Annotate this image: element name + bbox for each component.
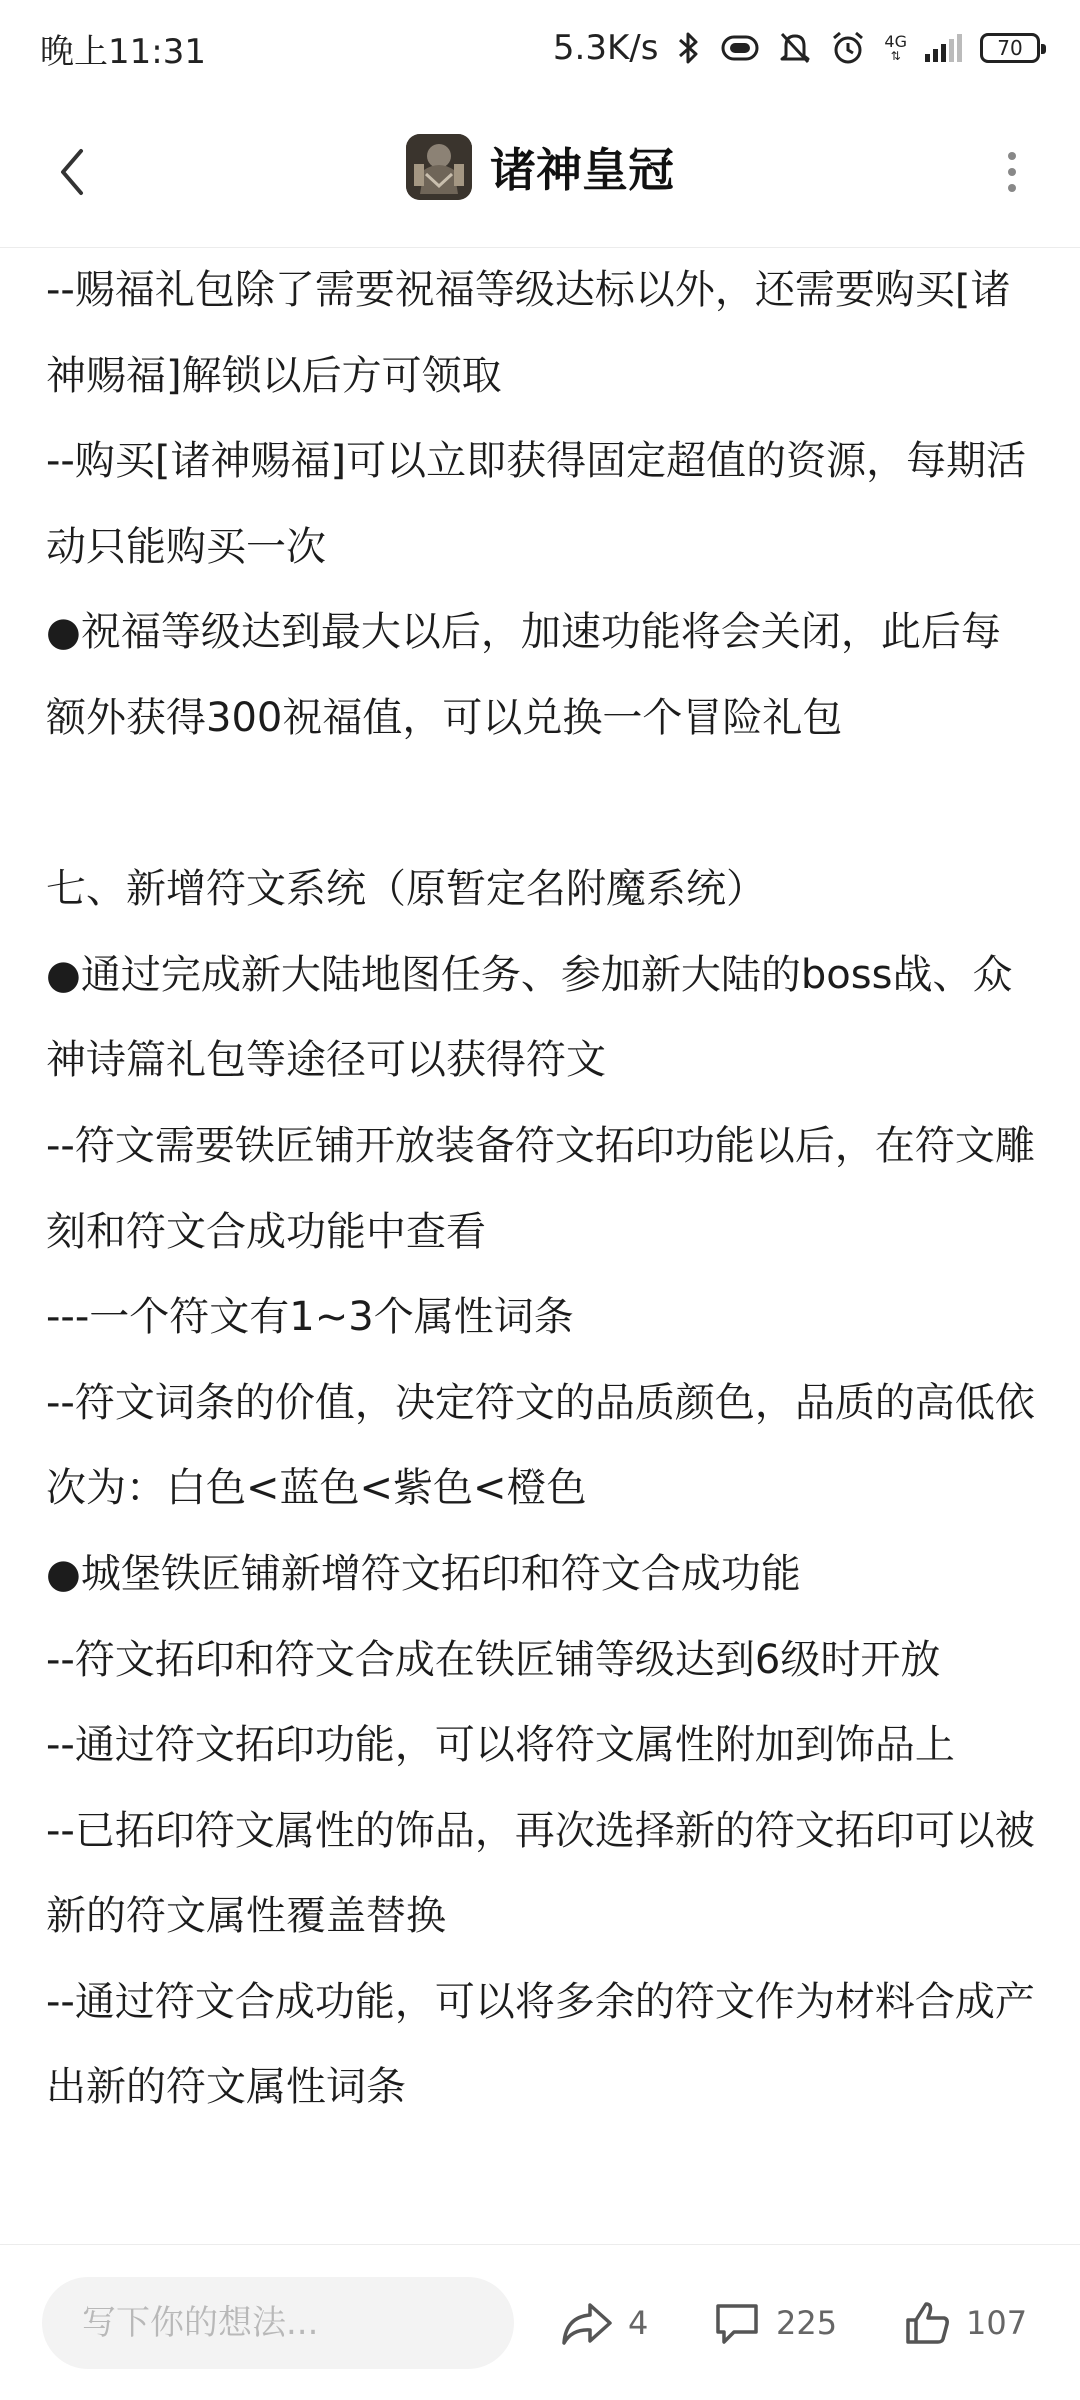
more-vertical-icon bbox=[1008, 152, 1016, 160]
app-header bbox=[0, 96, 1080, 248]
like-button[interactable] bbox=[902, 2285, 1027, 2361]
share-count: 4 bbox=[628, 2304, 649, 2342]
article-line: ●祝福等级达到最大以后，加速功能将会关闭，此后每额外获得300祝福值，可以兑换一个冒险礼包 bbox=[46, 609, 1001, 741]
article-line: --符文拓印和符文合成在铁匠铺等级达到6级时开放 bbox=[46, 1636, 941, 1683]
net-speed: 5.3K/s bbox=[552, 28, 659, 68]
alarm-icon bbox=[830, 28, 866, 68]
share-button[interactable] bbox=[560, 2285, 648, 2361]
comment-count: 225 bbox=[776, 2304, 838, 2342]
like-count: 107 bbox=[966, 2304, 1028, 2342]
signal-icon bbox=[925, 34, 962, 62]
app-logo bbox=[406, 134, 472, 200]
title-group[interactable] bbox=[0, 134, 1080, 200]
battery-icon bbox=[980, 33, 1040, 63]
article-line: ---一个符文有1~3个属性词条 bbox=[46, 1294, 574, 1341]
article-line: --符文词条的价值，决定符文的品质颜色，品质的高低依次为：白色<蓝色<紫色<橙色 bbox=[46, 1379, 1035, 1512]
article-line: --购买[诸神赐福]可以立即获得固定超值的资源，每期活动只能购买一次 bbox=[46, 438, 1027, 570]
paragraph-spacer bbox=[46, 762, 1036, 848]
network-type: 4G ⇅ bbox=[884, 32, 907, 63]
battery-level: 70 bbox=[997, 36, 1023, 60]
article-line: --已拓印符文属性的饰品，再次选择新的符文拓印可以被新的符文属性覆盖替换 bbox=[46, 1807, 1035, 1940]
mute-icon bbox=[778, 28, 812, 68]
page-title: 诸神皇冠 bbox=[490, 143, 674, 197]
status-icons bbox=[553, 28, 1040, 68]
comment-input[interactable] bbox=[42, 2277, 514, 2369]
comment-icon bbox=[712, 2298, 762, 2348]
article-line: --符文需要铁匠铺开放装备符文拓印功能以后，在符文雕刻和符文合成功能中查看 bbox=[46, 1122, 1035, 1255]
vibrate-icon bbox=[720, 28, 760, 68]
share-icon bbox=[560, 2299, 614, 2347]
section-heading: 七、新增符文系统（原暂定名附魔系统） bbox=[46, 866, 766, 913]
article-line: ●通过完成新大陆地图任务、参加新大陆的boss战、众神诗篇礼包等途径可以获得符文 bbox=[46, 951, 1013, 1084]
bottom-action-bar bbox=[0, 2244, 1080, 2400]
status-bar bbox=[0, 0, 1080, 96]
thumbs-up-icon bbox=[902, 2298, 952, 2348]
more-options-button[interactable] bbox=[982, 136, 1042, 208]
status-time: 晚上11:31 bbox=[40, 31, 206, 72]
article-content bbox=[46, 248, 1036, 2244]
article-line: --赐福礼包除了需要祝福等级达标以外，还需要购买[诸神赐福]解锁以后方可领取 bbox=[46, 267, 1011, 399]
article-line: --通过符文合成功能，可以将多余的符文作为材料合成产出新的符文属性词条 bbox=[46, 1978, 1035, 2111]
article-line: ●城堡铁匠铺新增符文拓印和符文合成功能 bbox=[46, 1550, 801, 1597]
bluetooth-icon bbox=[676, 28, 702, 68]
comment-button[interactable] bbox=[712, 2285, 837, 2361]
network-type-label: 4G bbox=[884, 32, 907, 51]
article-line: --通过符文拓印功能，可以将符文属性附加到饰品上 bbox=[46, 1722, 955, 1769]
